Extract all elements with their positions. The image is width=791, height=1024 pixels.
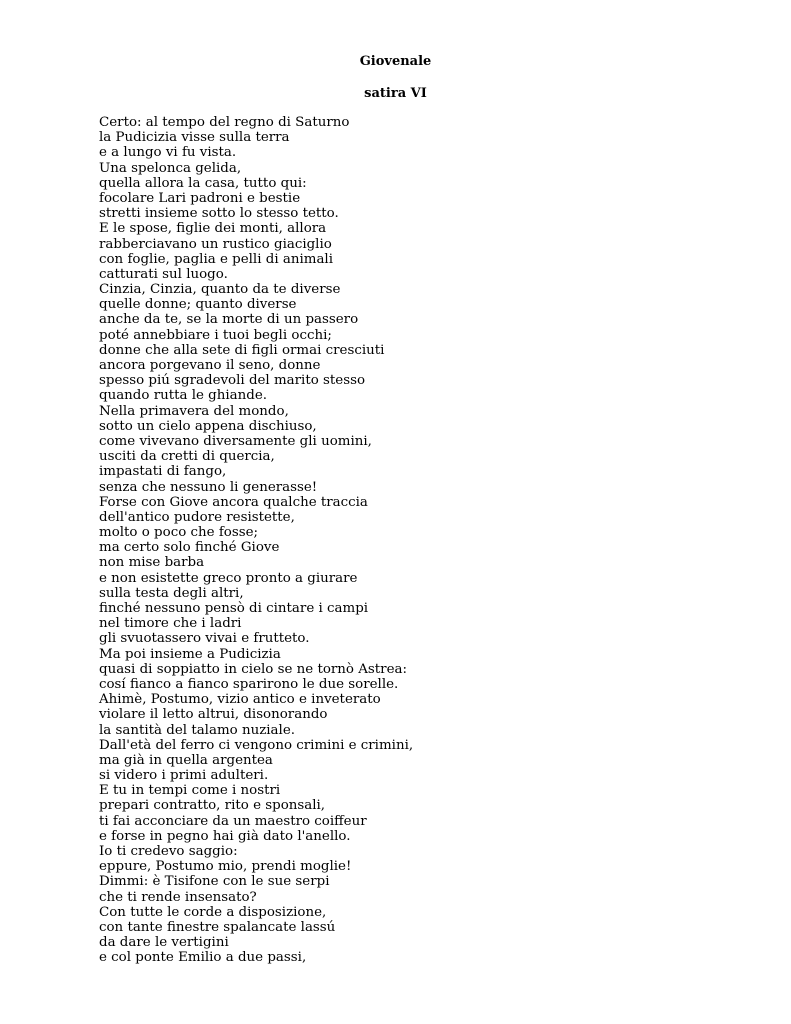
poem-line: Con tutte le corde a disposizione, — [99, 904, 327, 920]
poem-line: nel timore che i ladri — [99, 616, 242, 632]
poem-line: con foglie, paglia e pelli di animali — [99, 251, 333, 267]
poem-line: quella allora la casa, tutto qui: — [99, 175, 307, 191]
poem-line: eppure, Postumo mio, prendi moglie! — [99, 859, 352, 875]
poem-line: impastati di fango, — [99, 464, 227, 480]
poem-line: sotto un cielo appena dischiuso, — [99, 418, 317, 434]
poem-line: E le spose, figlie dei monti, allora — [99, 221, 327, 237]
poem-line: finché nessuno pensò di cintare i campi — [99, 601, 369, 616]
poem-line: stretti insieme sotto lo stesso tetto. — [99, 206, 339, 222]
poem-line: la Pudicizia visse sulla terra — [99, 130, 290, 146]
poem-line: rabberciavano un rustico giaciglio — [99, 236, 332, 252]
poem-line: ti fai acconciare da un maestro coiffeur — [99, 813, 367, 829]
poem-line: non mise barba — [99, 555, 205, 571]
poem-line: quando rutta le ghiande. — [99, 388, 268, 404]
poem-line: con tante finestre spalancate lassú — [99, 919, 336, 935]
poem-line: ancora porgevano il seno, donne — [99, 358, 321, 373]
poem-line: Ma poi insieme a Pudicizia — [99, 646, 281, 662]
poem-line: ma già in quella argentea — [99, 752, 273, 768]
author-text: Giovenale — [359, 54, 432, 69]
poem-line: Dall'età del ferro ci vengono crimini e crimini, — [99, 737, 414, 753]
poem-line: Forse con Giove ancora qualche traccia — [99, 494, 368, 510]
poem-line: focolare Lari padroni e bestie — [99, 190, 301, 206]
author-heading — [0, 54, 791, 70]
poem-line: donne che alla sete di figli ormai cresciuti — [99, 342, 385, 358]
poem-line: Io ti credevo saggio: — [99, 844, 238, 859]
poem-line: Ahimè, Postumo, vizio antico e inveterato — [99, 692, 381, 708]
poem-line: sulla testa degli altri, — [99, 585, 244, 601]
poem-line: da dare le vertigini — [99, 935, 229, 951]
poem-line: usciti da cretti di quercia, — [99, 449, 275, 465]
poem-body — [99, 115, 413, 966]
poem-line: violare il letto altrui, disonorando — [99, 707, 328, 723]
poem-line: Nella primavera del mondo, — [99, 403, 289, 419]
poem-line: molto o poco che fosse; — [99, 525, 259, 541]
poem-line: come vivevano diversamente gli uomini, — [99, 433, 372, 449]
poem-line: anche da te, se la morte di un passero — [99, 312, 359, 328]
poem-line: quelle donne; quanto diverse — [99, 297, 297, 313]
poem-line: ma certo solo finché Giove — [99, 540, 280, 556]
poem-line: che ti rende insensato? — [99, 889, 257, 905]
poem-line: e a lungo vi fu vista. — [99, 145, 237, 161]
poem-line: si videro i primi adulteri. — [99, 768, 269, 784]
poem-line: prepari contratto, rito e sponsali, — [99, 798, 326, 814]
poem-line: Certo: al tempo del regno di Saturno — [99, 115, 350, 130]
poem-line: e col ponte Emilio a due passi, — [99, 950, 307, 966]
title-text: satira VI — [364, 86, 427, 101]
poem-line: Cinzia, Cinzia, quanto da te diverse — [99, 282, 341, 298]
poem-line: la santità del talamo nuziale. — [99, 722, 296, 738]
poem-line: spesso piú sgradevoli del marito stesso — [99, 373, 366, 389]
poem-line: poté annebbiare i tuoi begli occhi; — [99, 327, 332, 343]
poem-line: e forse in pegno hai già dato l'anello. — [99, 828, 351, 844]
poem-line: E tu in tempi come i nostri — [99, 783, 281, 799]
poem-line: quasi di soppiatto in cielo se ne tornò Astrea: — [99, 661, 407, 677]
poem-line: gli svuotassero vivai e frutteto. — [99, 631, 310, 647]
poem-line: senza che nessuno li generasse! — [99, 479, 318, 495]
poem-line: e non esistette greco pronto a giurare — [99, 570, 358, 586]
poem-line: catturati sul luogo. — [99, 266, 228, 282]
satire-title — [0, 86, 791, 102]
poem-line: dell'antico pudore resistette, — [99, 509, 295, 525]
poem-line: Una spelonca gelida, — [99, 160, 242, 176]
poem-line: Dimmi: è Tisifone con le sue serpi — [99, 874, 330, 890]
poem-line: cosí fianco a fianco sparirono le due sorelle. — [99, 676, 399, 692]
